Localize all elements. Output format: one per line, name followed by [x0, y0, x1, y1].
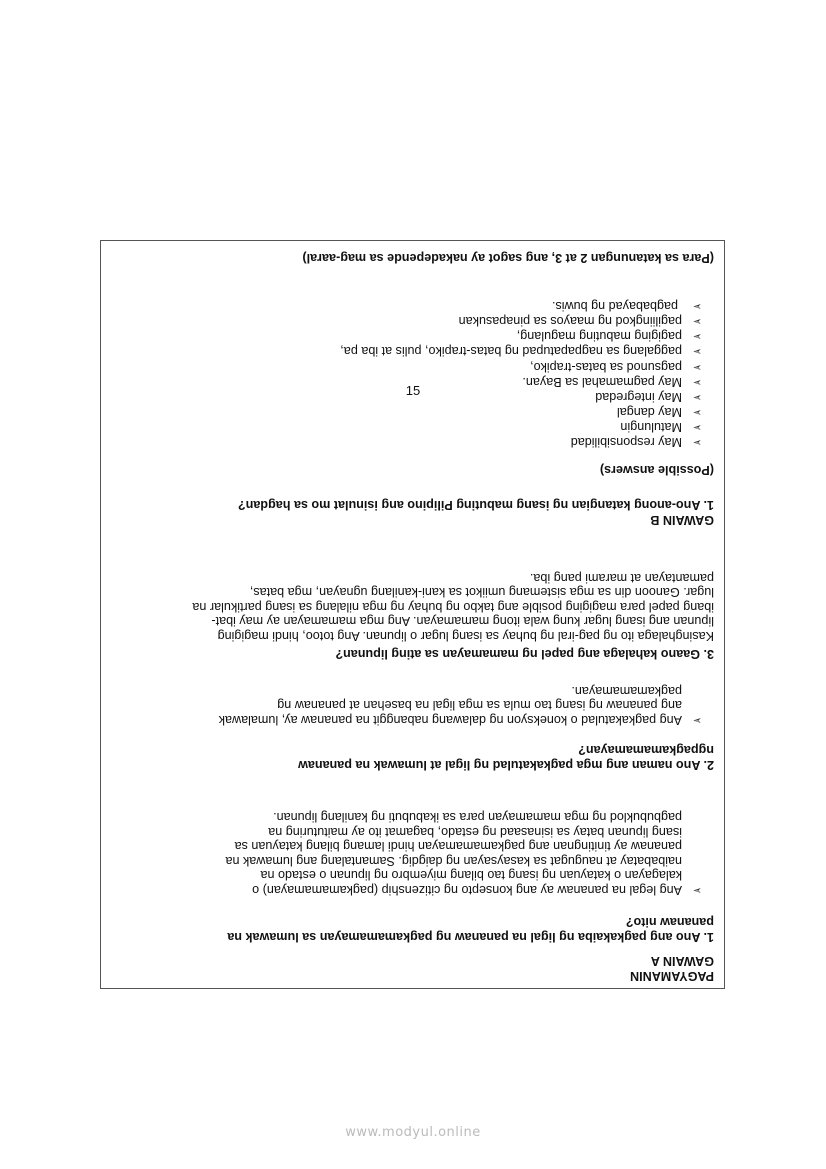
list-item: ➢ Matulungin [620, 419, 702, 434]
list-item: ➢ pagsunod sa batas-trapiko, [530, 359, 702, 374]
page-number: 15 [405, 383, 421, 398]
gawain-a-answer-3: Kasinghalaga ito ng pag-iral ng buhay sa isang lugar o lipunan. Ang totoo, hindi magiging lipunan ang isang lugar kung wala itong mamamayan. Ang mga mamamayan ay may ibat- ibang papel para magiging posible ang takbo ng buhay ng mga nilalang sa isang partikular na lugar. Ganoon din sa mga sistemang umiikot sa kani-kanilang ugnayan, mga batas, pamantayan at marami pang iba. [192, 570, 714, 643]
gawain-a-question-3: 3. Gaano kahalaga ang papel ng mamamayan sa ating lipunan? [335, 647, 714, 661]
arrow-bullet-icon: ➢ [692, 330, 702, 343]
list-item: ➢ pagiging mabuting magulang, [516, 329, 702, 344]
arrow-bullet-icon: ➢ [692, 436, 702, 448]
arrow-bullet-icon: ➢ [692, 420, 702, 433]
gawain-b-note: (Para sa katanungan 2 at 3, ang sagot ay nakadepende sa mag-aaral) [302, 251, 714, 265]
arrow-bullet-icon: ➢ [692, 315, 702, 328]
possible-answers-label: (Possible answers) [599, 463, 714, 477]
list-item: ➢ pagiliingkod ng maayos sa pinapasukan [458, 314, 702, 329]
arrow-bullet-icon: ➢ [692, 714, 702, 726]
gawain-a-title: GAWAIN A [650, 954, 714, 968]
list-item: ➢ May pagmamahal sa Bayan. [522, 374, 702, 389]
gawain-a-question-2: 2. Ano naman ang mga pagkakatulad ng ligal at lumawak na pananaw ngpagkamamamayan? [298, 743, 714, 772]
gawain-b-question-1: 1. Ano-anong katangian ng isang mabuting Pilipino ang isinulat mo sa hagdan? [237, 498, 714, 512]
arrow-bullet-icon: ➢ [692, 345, 702, 358]
list-item: ➢ May dangal [616, 404, 702, 419]
gawain-b-answers-list [109, 298, 702, 449]
list-item: ➢ May integredad [595, 389, 702, 404]
list-item: ➢ May responsibilidad [570, 435, 702, 449]
gawain-a-answer-1: ➢ Ang legal na pananaw ay ang konsepto ng citizenship (pagkamamamayan) o kalagayan o katayuan ng isang tao bilang miyembro ng lipunan o estado na naibabatay at naugugat sa kasaysayan ng daigdig. Samantalang ang lumawak na pananaw ay tinitingnan ang pagkamamamayan hindi lamang bilang katayuan sa isang lipunan batay sa isinasaad ng estado, bagamat ito ay maituturing na pagbubuklod ng mga mamamayan para sa ikabubuti ng kanilang lipunan. [225, 810, 702, 897]
gawain-a-question-1: 1. Ano ang pagkakaiba ng ligal na pananaw ng pagkamamamayan sa lumawak na pananaw nito? [227, 915, 714, 944]
arrow-bullet-icon: ➢ [692, 375, 702, 388]
arrow-bullet-icon: ➢ [692, 390, 702, 403]
list-item: ➢ pagbabayad ng buwis. [551, 299, 702, 314]
arrow-bullet-icon: ➢ [692, 884, 702, 896]
section-heading: PAGYAMANIN [630, 969, 714, 983]
watermark: www.modyul.online [345, 1125, 481, 1140]
answer-key-box [100, 240, 725, 989]
gawain-a-answer-2: ➢ Ang pagkakatulad o koneksyon ng dalawang nabanggit na pananaw ay, lumalawak ang pananaw ng isang tao mula sa mga ligal na basehan at pananaw ng pagkamamamayan. [218, 683, 702, 727]
list-item: ➢ paggalang sa nagpapatupad ng batas-trapiko, pulis at iba pa, [340, 344, 702, 359]
arrow-bullet-icon: ➢ [692, 360, 702, 373]
arrow-bullet-icon: ➢ [692, 300, 702, 313]
arrow-bullet-icon: ➢ [692, 405, 702, 418]
gawain-b-title: GAWAIN B [650, 513, 714, 527]
